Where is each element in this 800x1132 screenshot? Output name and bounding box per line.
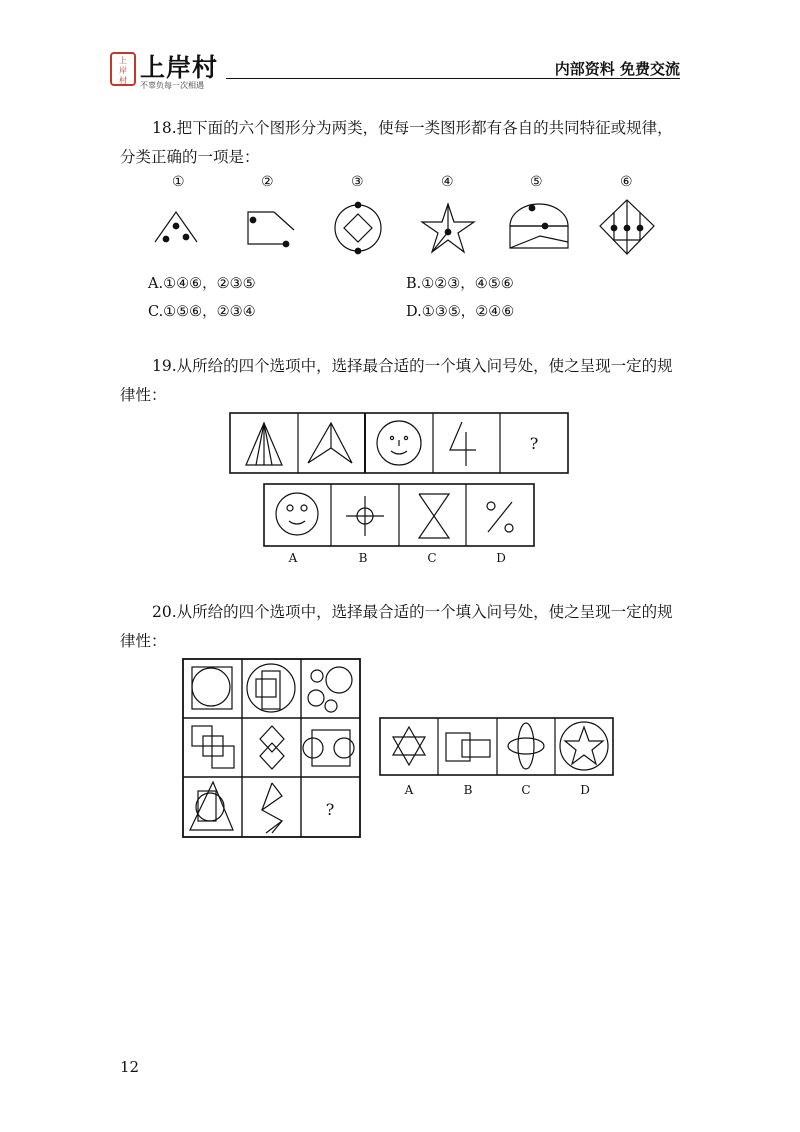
q20-label-c: C: [521, 783, 531, 797]
q19-seq-item-2: [308, 423, 352, 463]
q20-label-b: B: [463, 783, 473, 797]
brand-slogan: 不辜负每一次相遇: [140, 81, 204, 90]
q19-seq-item-4: [450, 422, 476, 466]
q20-label-d: D: [580, 783, 590, 797]
question-19-text: 19.从所给的四个选项中，选择最合适的一个填入问号处，使之呈现一定的规律性：: [120, 357, 673, 404]
q20-cell-r2c1: [192, 726, 234, 768]
q20-option-d-figure[interactable]: [560, 722, 608, 770]
q19-label-a: A: [288, 551, 298, 565]
q19-seq-item-1: [246, 423, 282, 465]
q18-figure-2: [248, 212, 294, 247]
brand-name: 上岸村: [140, 53, 219, 82]
q18-option-a[interactable]: A.①④⑥，②③⑤: [148, 276, 256, 292]
q18-figures: [0, 190, 800, 270]
seal-char-1: 上: [119, 56, 127, 65]
q20-cell-r1c2: [247, 664, 295, 712]
question-20-text: 20.从所给的四个选项中，选择最合适的一个填入问号处，使之呈现一定的规律性：: [120, 603, 673, 650]
q19-label-d: D: [496, 551, 506, 565]
q20-cell-r2c3: [303, 730, 354, 766]
q18-figure-label-4: ④: [441, 174, 454, 190]
q18-figure-1: [155, 212, 197, 242]
q20-option-c-figure[interactable]: [508, 723, 544, 769]
q20-cell-r3c1: [190, 782, 233, 830]
page-number: 12: [120, 1058, 140, 1076]
q19-question-mark: ?: [529, 434, 539, 453]
header-note: 内部资料 免费交流: [554, 60, 680, 78]
q20-cell-r3c2: [262, 783, 282, 833]
q20-cell-r1c1: [192, 667, 232, 709]
q18-figure-label-5: ⑤: [530, 174, 543, 190]
q18-figure-label-1: ①: [172, 174, 185, 190]
q19-option-d-figure[interactable]: [487, 502, 513, 532]
header-rule: [226, 78, 680, 79]
q18-option-b[interactable]: B.①②③，④⑤⑥: [406, 276, 514, 292]
q19-label-b: B: [358, 551, 368, 565]
q18-option-c[interactable]: C.①⑤⑥，②③④: [148, 304, 256, 320]
q18-option-d[interactable]: D.①③⑤，②④⑥: [406, 304, 515, 320]
q20-option-b-figure[interactable]: [446, 733, 490, 761]
seal-char-2: 岸: [119, 66, 127, 75]
q19-label-c: C: [427, 551, 437, 565]
q20-cell-r1c3: [308, 667, 352, 712]
q20-label-a: A: [404, 783, 414, 797]
q19-option-c-figure[interactable]: [419, 494, 449, 538]
q20-cell-r2c2: [260, 726, 284, 769]
q18-figure-5: [510, 204, 568, 248]
q20-question-mark: ?: [325, 800, 335, 819]
seal-char-3: 村: [119, 76, 127, 85]
logo-seal: [110, 52, 136, 86]
question-18-text: 18.把下面的六个图形分为两类，使每一类图形都有各自的共同特征或规律，分类正确的一项是：: [120, 119, 673, 166]
q18-figure-label-2: ②: [261, 174, 274, 190]
q19-seq-item-3: [377, 421, 421, 465]
q19-option-a-figure[interactable]: [276, 493, 318, 535]
q20-figures: [0, 655, 800, 845]
q18-figure-label-3: ③: [351, 174, 364, 190]
q19-option-b-figure[interactable]: [346, 496, 384, 536]
q18-figure-3: [335, 202, 381, 254]
q18-figure-4: [422, 204, 474, 252]
q20-option-a-figure[interactable]: [393, 727, 425, 765]
q18-figure-6: [600, 200, 654, 254]
q19-figures: [0, 408, 800, 568]
q18-figure-label-6: ⑥: [620, 174, 633, 190]
